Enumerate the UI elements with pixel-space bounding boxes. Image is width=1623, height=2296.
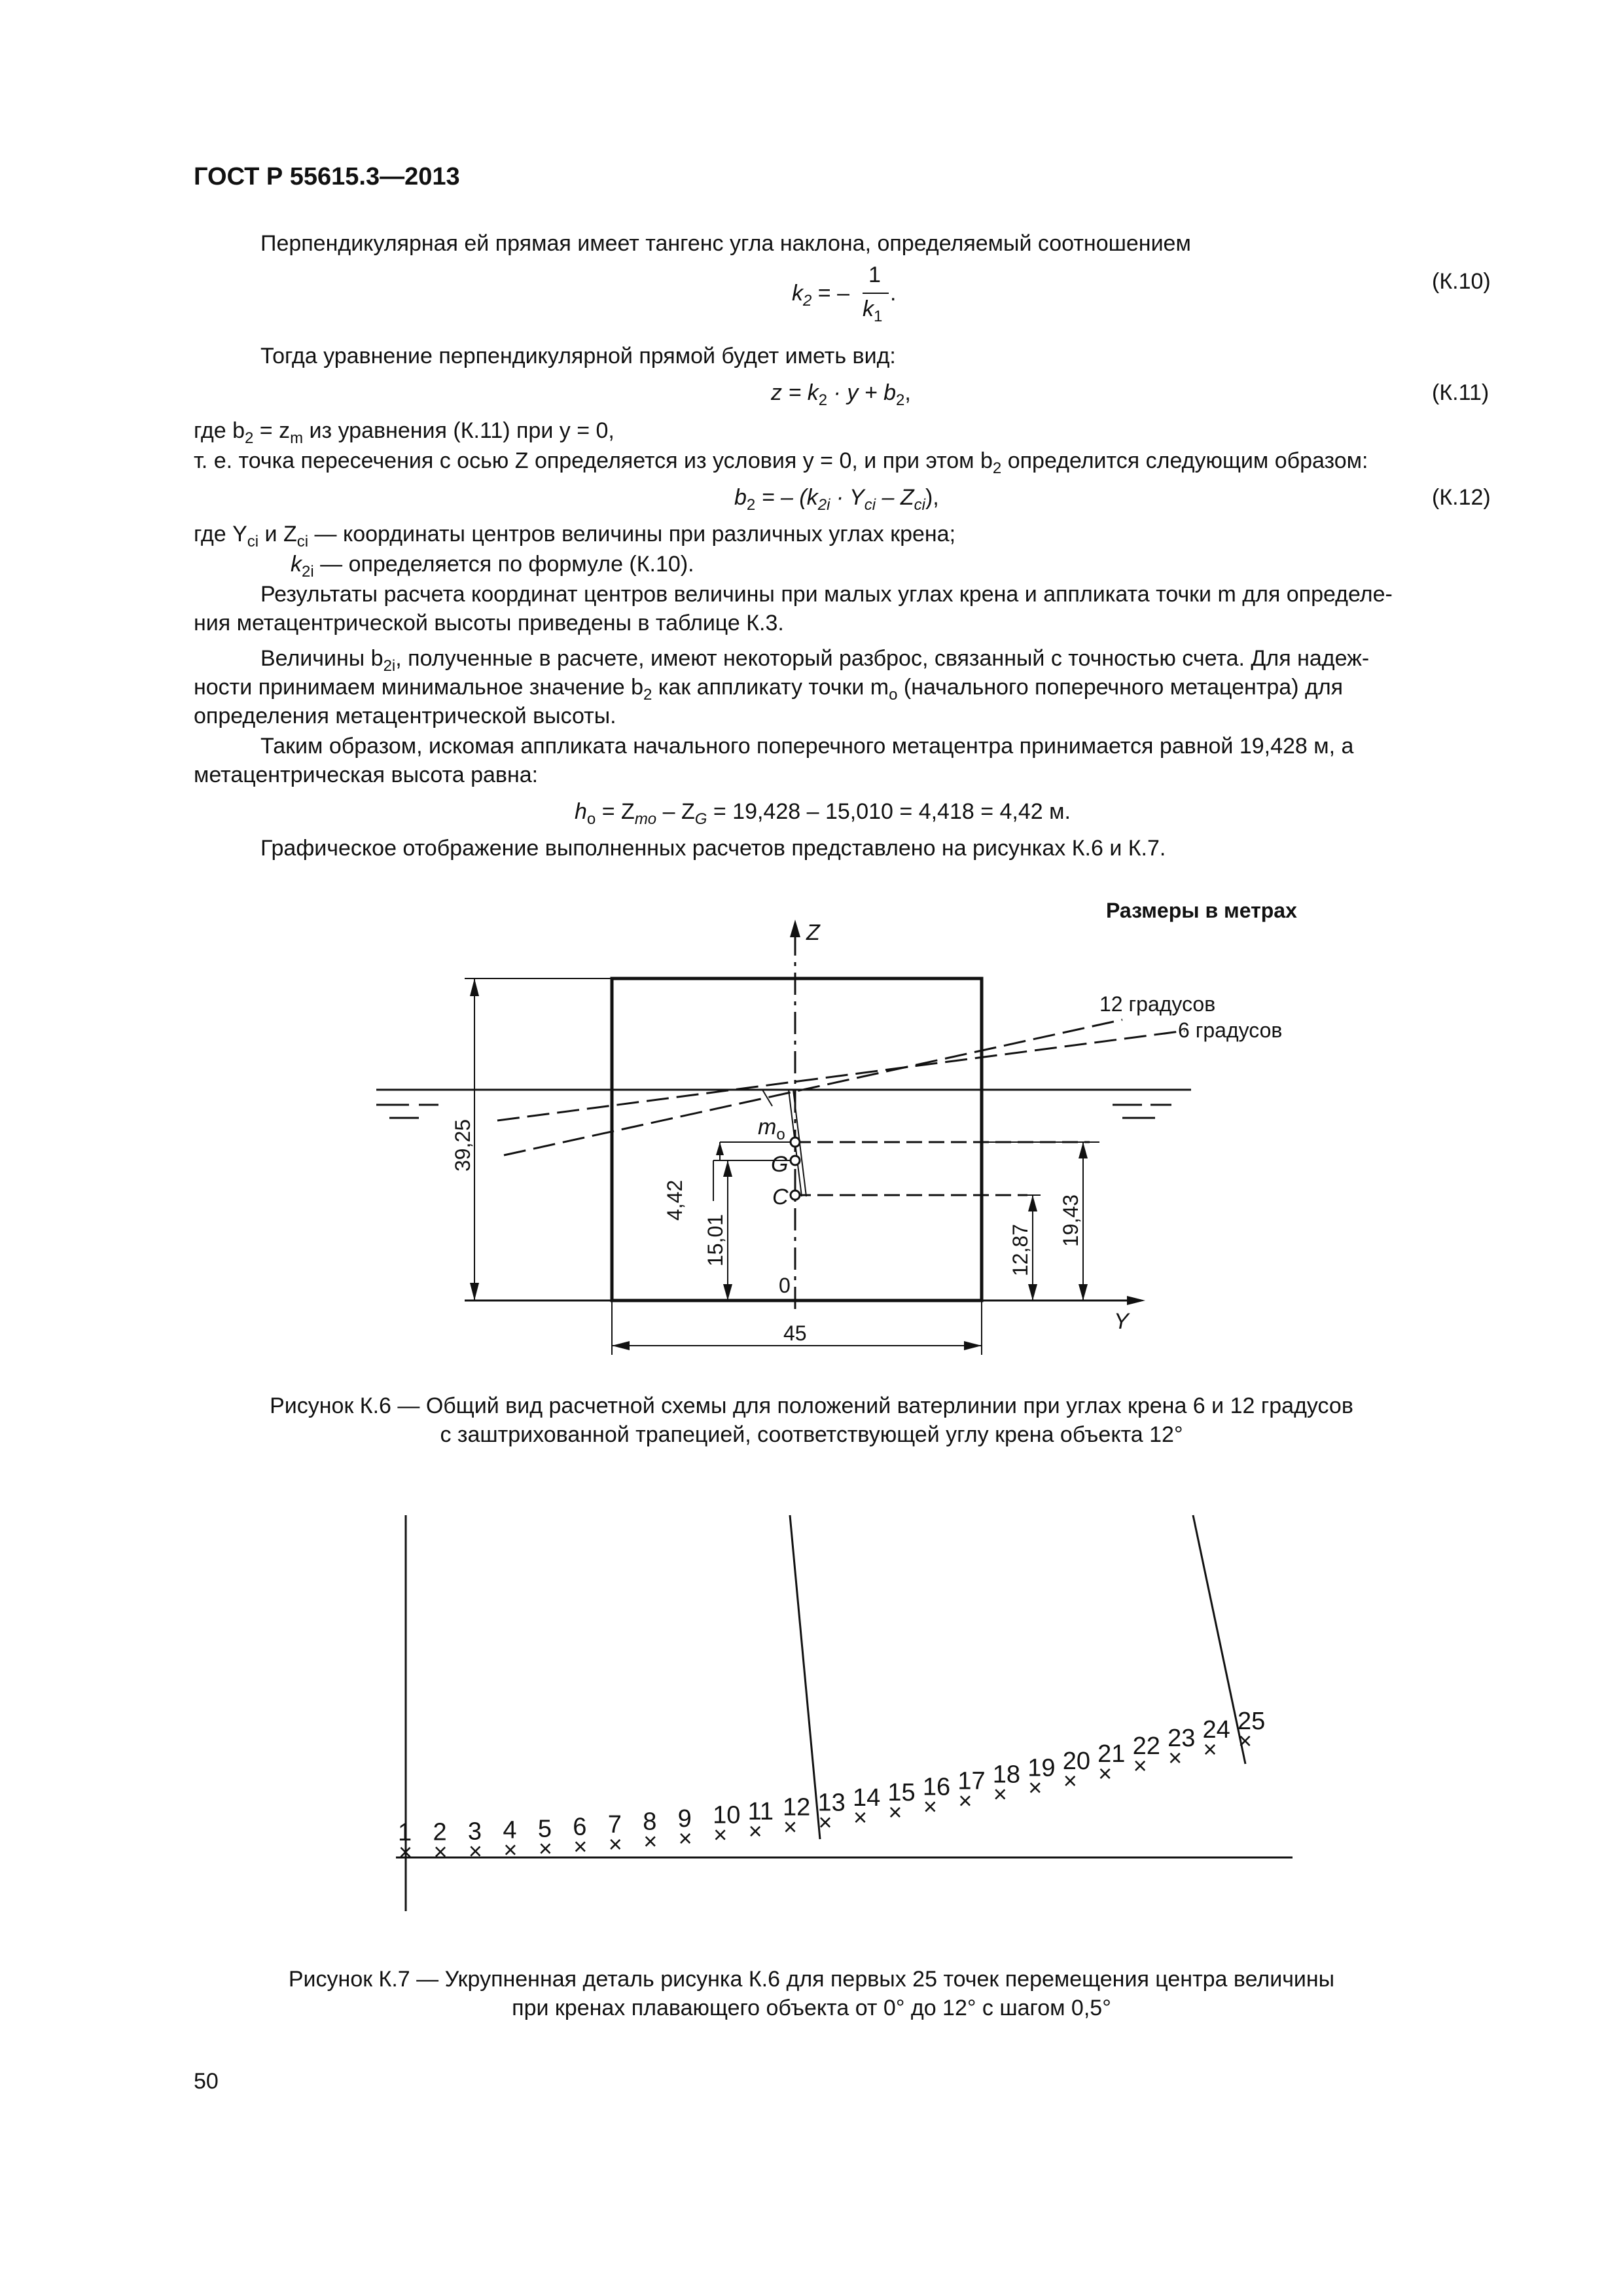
buoyancy-center-point	[791, 1191, 800, 1200]
detail-point-marker: ×	[888, 1798, 902, 1825]
figure-7-caption-line-2: при кренах плавающего объекта от 0° до 12° с шагом 0,5°	[512, 1996, 1111, 2020]
paragraph-8-line-2: ности принимаем минимальное значение $b_2$ как аппликату точки $m_o$ (начального поперечного метацентра) для	[194, 675, 1344, 704]
eq12-label: (К.12)	[1432, 485, 1491, 510]
gravity-center-point	[791, 1156, 800, 1165]
detail-point-label: 3	[467, 1818, 482, 1846]
detail-point-label: 18	[992, 1761, 1021, 1789]
detail-point-label: 11	[747, 1797, 774, 1825]
dim-zg-arrow-bottom	[723, 1284, 732, 1300]
figure-6-schematic	[0, 890, 1623, 1401]
detail-point-marker: ×	[713, 1821, 728, 1848]
detail-point-label: 10	[713, 1801, 741, 1829]
eq10-fraction-bar	[863, 293, 889, 294]
detail-point-marker: ×	[853, 1803, 867, 1831]
standard-header: ГОСТ Р 55615.3—2013	[194, 163, 460, 190]
detail-point-marker: ×	[643, 1827, 658, 1855]
units-note: Размеры в метрах	[1106, 899, 1297, 922]
eq11-label: (К.11)	[1432, 380, 1489, 405]
waterline-6-degrees	[497, 1031, 1185, 1121]
eq10-numerator: 1	[868, 262, 881, 287]
detail-point-marker: ×	[958, 1787, 972, 1814]
dim-gm-arrow	[716, 1142, 724, 1155]
detail-point-marker: ×	[468, 1837, 482, 1865]
dim-zm-arrow-bottom	[1079, 1284, 1088, 1300]
dim-zc-arrow-bottom	[1028, 1284, 1037, 1300]
label-origin: 0	[779, 1274, 791, 1297]
detail-point-label: 9	[677, 1804, 692, 1833]
detail-point-marker: ×	[1203, 1736, 1217, 1763]
label-6-degrees: 6 градусов	[1178, 1018, 1283, 1042]
paragraph-8-line-3: определения метацентрической высоты.	[194, 704, 616, 728]
eq10-tail: .	[890, 281, 897, 306]
label-mo: $m_o$	[758, 1115, 785, 1143]
dim-zm-value: 19,43	[1059, 1194, 1082, 1247]
detail-point-marker: ×	[1168, 1744, 1183, 1771]
dim-height-value: 39,25	[451, 1119, 474, 1172]
detail-point-label: 17	[957, 1767, 986, 1795]
eq10-denominator: $k_1$	[863, 296, 883, 325]
detail-point-marker: ×	[1098, 1759, 1113, 1787]
paragraph-1: Перпендикулярная ей прямая имеет тангенс угла наклона, определяемый соотношением	[260, 231, 1191, 256]
detail-point-marker: ×	[1238, 1727, 1253, 1754]
detail-point-marker: ×	[503, 1836, 518, 1863]
detail-point-label: 23	[1168, 1724, 1196, 1752]
detail-point-marker: ×	[748, 1817, 762, 1844]
dim-zc-arrow-top	[1028, 1195, 1037, 1211]
detail-point-label: 2	[433, 1818, 447, 1846]
detail-point-label: 21	[1097, 1740, 1126, 1768]
leader-mo	[762, 1090, 772, 1106]
eq12-formula: $b_2$ = – $(k_{2i} \cdot Y_{ci} - Z_{ci})$,	[734, 485, 939, 514]
figure-6-caption-line-1: Рисунок К.6 — Общий вид расчетной схемы для положений ватерлинии при углах крена 6 и 12 градусов	[270, 1393, 1353, 1418]
detail-point-label: 12	[783, 1793, 811, 1821]
metacenter-point	[791, 1138, 800, 1147]
detail-point-marker: ×	[433, 1838, 448, 1865]
detail-point-label: 8	[643, 1808, 657, 1836]
paragraph-8-line-1: Величины $b_{2i}$, полученные в расчете, имеют некоторый разброс, связанный с точностью счета. Для надеж-	[260, 646, 1370, 675]
detail-point-label: 25	[1238, 1708, 1266, 1735]
detail-point-label: 19	[1027, 1754, 1056, 1782]
detail-points-group	[398, 1708, 1265, 1865]
detail-point-marker: ×	[783, 1813, 798, 1840]
paragraph-6: $k_{2i}$ — определяется по формуле (К.10).	[291, 552, 694, 581]
detail-point-marker: ×	[1063, 1767, 1077, 1794]
detail-point-label: 1	[398, 1819, 412, 1846]
detail-point-label: 6	[573, 1813, 587, 1841]
detail-point-marker: ×	[1133, 1752, 1147, 1780]
detail-point-label: 15	[887, 1778, 916, 1806]
dim-zm-arrow-top	[1079, 1142, 1088, 1158]
dim-zg-value: 15,01	[704, 1213, 727, 1266]
detail-point-label: 24	[1202, 1716, 1230, 1744]
y-axis-label: Y	[1114, 1309, 1129, 1334]
label-c: C	[772, 1185, 789, 1210]
label-12-degrees: 12 градусов	[1099, 992, 1216, 1016]
dim-height-arrow-bottom	[470, 1283, 479, 1300]
paragraph-4: т. е. точка пересечения с осью Z определяется из условия y = 0, и при этом $b_2$ определится следующим образом:	[194, 448, 1368, 477]
page-number: 50	[194, 2069, 219, 2094]
figure-6-caption-line-2: с заштрихованной трапецией, соответствующей углу крена объекта 12°	[440, 1422, 1183, 1447]
detail-point-marker: ×	[573, 1833, 588, 1860]
eq11-formula: $z = k_2 \cdot y + b_2$,	[771, 380, 911, 409]
dim-zc-value: 12,87	[1008, 1223, 1032, 1276]
dim-gm-value: 4,42	[663, 1179, 687, 1221]
dim-zg-arrow-top	[723, 1160, 732, 1177]
paragraph-5: где $Y_{ci}$ и $Z_{ci}$ — координаты центров величины при различных углах крена;	[194, 522, 956, 550]
paragraph-10: Графическое отображение выполненных расчетов представлено на рисунках К.6 и К.7.	[260, 836, 1166, 861]
detail-point-label: 22	[1132, 1732, 1160, 1761]
detail-point-marker: ×	[993, 1780, 1007, 1808]
detail-point-label: 5	[537, 1815, 552, 1843]
dim-width-value: 45	[783, 1321, 807, 1345]
label-g: G	[771, 1152, 789, 1177]
normal-line-6-degrees	[790, 1515, 820, 1839]
figure-7-caption-line-1: Рисунок К.7 — Укрупненная деталь рисунка К.6 для первых 25 точек перемещения центра величины	[288, 1967, 1335, 1992]
detail-point-label: 4	[503, 1816, 517, 1844]
detail-point-marker: ×	[818, 1808, 832, 1836]
eq10-lhs: $k_2$ = –	[792, 281, 850, 310]
z-axis-arrow	[790, 920, 800, 937]
eq-metacentric-height: $h_o = Z_{mo} - Z_G = 19,428 - 15,010 = 4,418 = 4,42$ м.	[575, 799, 1071, 828]
figure-7-detail	[0, 1505, 1623, 1918]
detail-point-marker: ×	[608, 1830, 622, 1857]
detail-point-label: 20	[1062, 1747, 1090, 1775]
detail-point-marker: ×	[538, 1835, 552, 1862]
paragraph-9-line-1: Таким образом, искомая аппликата начального поперечного метацентра принимается равной 19,428 м, а	[260, 734, 1354, 759]
eq10-label: (К.10)	[1432, 269, 1491, 294]
detail-point-label: 13	[817, 1789, 846, 1817]
detail-point-label: 16	[922, 1773, 951, 1801]
paragraph-7-line-1: Результаты расчета координат центров величины при малых углах крена и аппликата точки m для определе-	[260, 582, 1393, 607]
detail-point-label: 14	[852, 1784, 881, 1812]
detail-point-marker: ×	[1028, 1774, 1043, 1801]
paragraph-3: где $b_2 = z_m$ из уравнения (К.11) при y = 0,	[194, 418, 615, 447]
dim-width-arrow-right	[964, 1341, 982, 1350]
paragraph-9-line-2: метацентрическая высота равна:	[194, 762, 539, 787]
z-axis-label: Z	[806, 920, 820, 945]
dim-height-arrow-top	[470, 978, 479, 996]
dim-width-arrow-left	[612, 1341, 630, 1350]
waterline-12-degrees	[504, 1020, 1122, 1155]
detail-point-marker: ×	[399, 1839, 413, 1865]
paragraph-2: Тогда уравнение перпендикулярной прямой будет иметь вид:	[260, 344, 896, 368]
detail-point-marker: ×	[678, 1824, 692, 1852]
paragraph-7-line-2: ния метацентрической высоты приведены в таблице К.3.	[194, 611, 784, 636]
detail-point-marker: ×	[923, 1793, 937, 1820]
y-axis-arrow	[1127, 1296, 1145, 1305]
detail-point-label: 7	[607, 1810, 622, 1839]
